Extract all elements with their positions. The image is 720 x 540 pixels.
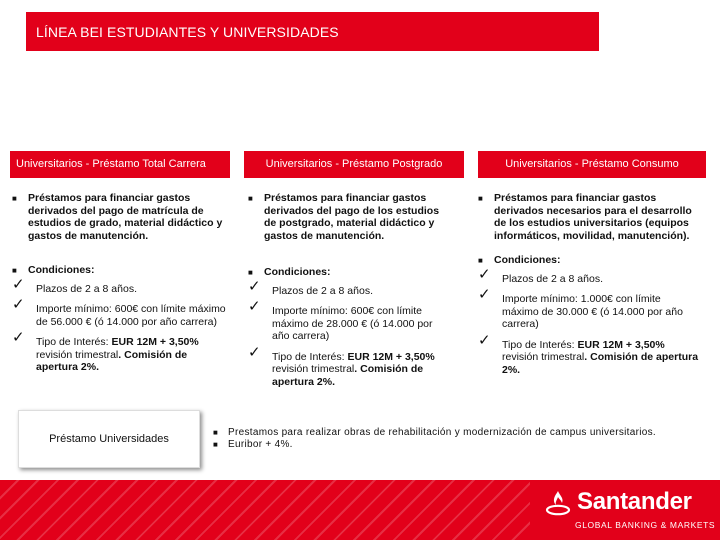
prestamo-universidades-label: Préstamo Universidades — [49, 433, 169, 445]
amount-item: ✓ Importe mínimo: 600€ con límite máximo de 28.000 € (ó 14.000 por año carrera) — [248, 298, 433, 342]
conditions-item: ■ Condiciones: — [12, 264, 95, 276]
amount-item: ✓ Importe mínimo: 1.000€ con límite máximo de 30.000 € (ó 14.000 por año carrera) — [478, 286, 683, 330]
checkmark-icon: ✓ — [478, 265, 491, 283]
term-item: ✓ Plazos de 2 a 8 años. — [478, 265, 603, 285]
title-bar — [26, 12, 599, 51]
santander-logo — [545, 488, 716, 532]
square-bullet-icon: ■ — [12, 194, 17, 203]
checkmark-icon: ✓ — [248, 298, 261, 315]
amount-item: ✓ Importe mínimo: 600€ con límite máximo de 56.000 € (ó 14.000 por año carrera) — [12, 296, 226, 328]
square-bullet-icon: ■ — [478, 194, 483, 203]
column-header-postgrado: Universitarios - Préstamo Postgrado — [244, 151, 464, 178]
brand-name: Santander — [577, 488, 692, 515]
checkmark-icon: ✓ — [478, 331, 491, 349]
page-title: LÍNEA BEI ESTUDIANTES Y UNIVERSIDADES — [36, 24, 339, 40]
checkmark-icon: ✓ — [248, 277, 261, 295]
universidades-notes — [213, 427, 656, 451]
conditions-item: ■ Condiciones: — [248, 266, 331, 278]
prestamo-universidades-box — [18, 410, 200, 468]
column-header-total-carrera: Universitarios - Préstamo Total Carrera — [10, 151, 230, 178]
square-bullet-icon: ■ — [213, 428, 219, 437]
rate-item: ✓ Tipo de Interés: EUR 12M + 3,50% revisión trimestral. Comisión de apertura 2%. — [12, 329, 199, 373]
flame-icon — [545, 490, 571, 516]
term-item: ✓ Plazos de 2 a 8 años. — [248, 277, 373, 297]
square-bullet-icon: ■ — [248, 194, 253, 203]
square-bullet-icon: ■ — [248, 268, 253, 277]
column-postgrado — [248, 192, 448, 388]
purpose-item: ■ Préstamos para financiar gastos derivados del pago de los estudios de postgrado, material didáctico y gastos de manutención. — [248, 192, 440, 242]
conditions-item: ■ Condiciones: — [478, 254, 561, 266]
brand-subtitle: GLOBAL BANKING & MARKETS — [575, 520, 716, 530]
checkmark-icon: ✓ — [12, 329, 25, 346]
column-header-consumo: Universitarios - Préstamo Consumo — [478, 151, 706, 178]
decorative-stripes — [0, 480, 530, 540]
note-item: ■ Euribor + 4%. — [213, 439, 293, 450]
checkmark-icon: ✓ — [12, 296, 25, 313]
rate-item: ✓ Tipo de Interés: EUR 12M + 3,50% revisión trimestral. Comisión de apertura 2%. — [248, 343, 435, 388]
square-bullet-icon: ■ — [478, 256, 483, 265]
column-consumo — [478, 192, 700, 376]
term-item: ✓ Plazos de 2 a 8 años. — [12, 275, 137, 295]
purpose-item: ■ Préstamos para financiar gastos derivados necesarios para el desarrollo de los estudios universitarios (equipos informáticos, movilidad, manutención). — [478, 192, 692, 242]
column-total-carrera — [12, 192, 232, 374]
note-item: ■ Prestamos para realizar obras de rehabilitación y modernización de campus universitarios. — [213, 427, 657, 438]
square-bullet-icon: ■ — [12, 266, 17, 275]
square-bullet-icon: ■ — [213, 440, 219, 449]
purpose-item: ■ Préstamos para financiar gastos derivados del pago de matrícula de estudios de grado, material didáctico y gastos de manutención. — [12, 192, 223, 242]
rate-item: ✓ Tipo de Interés: EUR 12M + 3,50% revisión trimestral. Comisión de apertura 2%. — [478, 331, 699, 376]
checkmark-icon: ✓ — [478, 286, 491, 303]
checkmark-icon: ✓ — [248, 343, 261, 361]
checkmark-icon: ✓ — [12, 275, 25, 293]
